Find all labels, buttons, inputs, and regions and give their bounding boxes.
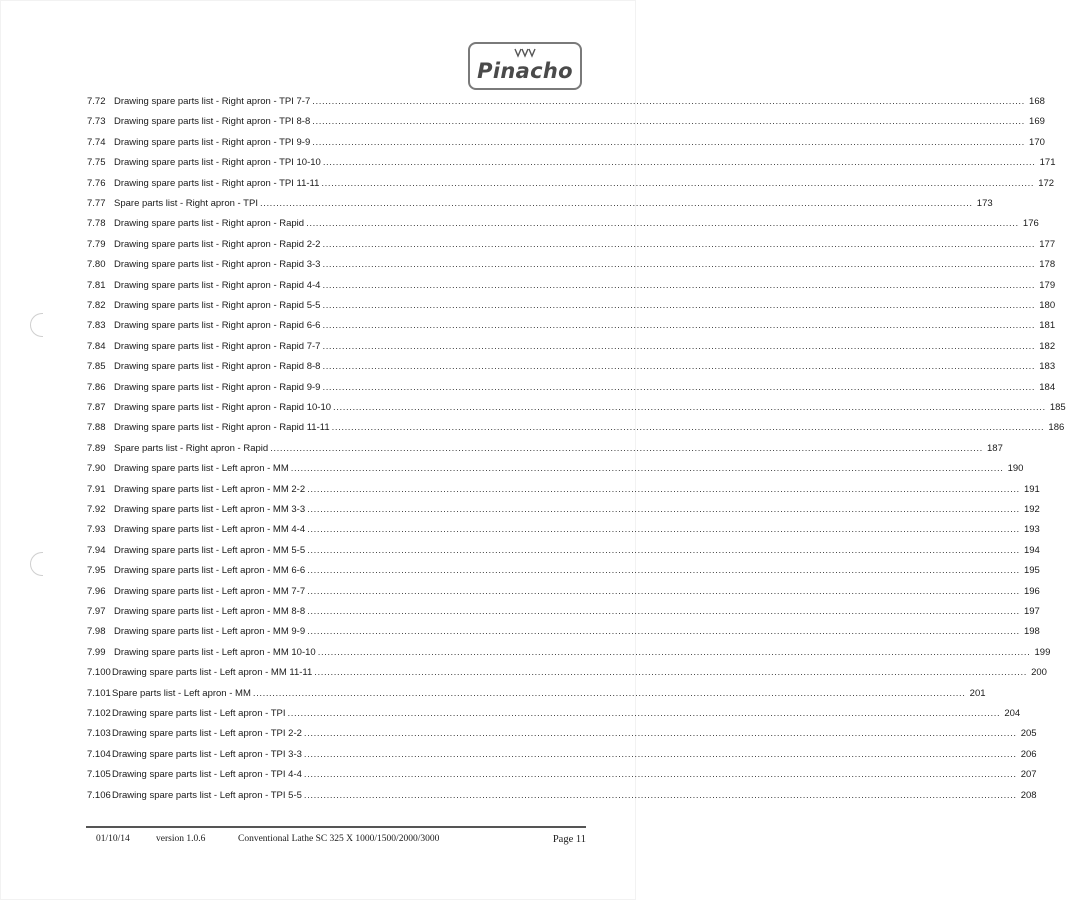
toc-dot-leader: ............................................................................................................................................................................................................................ <box>322 259 1036 271</box>
toc-entry-page: 198 <box>1023 626 1040 638</box>
toc-entry-page: 176 <box>1022 218 1039 230</box>
toc-entry-page: 205 <box>1020 728 1037 740</box>
toc-entry[interactable] <box>87 197 993 211</box>
toc-entry[interactable] <box>87 523 1040 537</box>
toc-entry-page: 197 <box>1023 606 1040 617</box>
toc-entry-number: 7.95 <box>87 565 106 577</box>
toc-entry[interactable] <box>87 789 1037 803</box>
toc-entry-page: 180 <box>1039 300 1056 311</box>
toc-entry-number: 7.91 <box>87 483 106 495</box>
toc-entry-title: Drawing spare parts list - Right apron - Rapid 7-7 <box>114 340 321 352</box>
toc-dot-leader: ............................................................................................................................................................................................................................ <box>317 646 1031 658</box>
footer-version: version 1.0.6 <box>156 834 206 844</box>
logo-wordmark: Pinacho <box>477 59 573 83</box>
toc-entry-title: Drawing spare parts list - Left apron - MM 5-5 <box>114 544 306 556</box>
toc-entry-number: 7.102 <box>87 708 111 719</box>
toc-entry[interactable] <box>87 299 1056 313</box>
toc-entry-title: Drawing spare parts list - Right apron - Rapid 11-11 <box>114 422 330 434</box>
toc-dot-leader: ............................................................................................................................................................................................................................ <box>259 198 973 209</box>
toc-dot-leader: ............................................................................................................................................................................................................................ <box>303 789 1017 801</box>
toc-entry-page: 185 <box>1049 402 1066 413</box>
toc-entry-page: 206 <box>1020 748 1037 760</box>
toc-entry-page: 190 <box>1007 463 1024 475</box>
toc-entry-number: 7.96 <box>87 585 106 597</box>
toc-entry[interactable] <box>87 279 1056 293</box>
toc-entry-title: Drawing spare parts list - Right apron - Rapid <box>114 218 305 230</box>
toc-entry-page: 170 <box>1029 136 1045 148</box>
toc-entry-number: 7.98 <box>87 626 106 638</box>
toc-dot-leader: ............................................................................................................................................................................................................................ <box>322 381 1036 393</box>
toc-entry-title: Spare parts list - Right apron - TPI <box>114 198 258 209</box>
toc-entry[interactable] <box>87 768 1037 782</box>
toc-entry[interactable] <box>87 646 1051 660</box>
toc-entry[interactable] <box>87 319 1056 333</box>
toc-entry-title: Drawing spare parts list - Right apron - TPI 7-7 <box>114 96 311 107</box>
toc-entry[interactable] <box>87 421 1065 435</box>
toc-entry-number: 7.77 <box>87 198 106 209</box>
toc-dot-leader: ............................................................................................................................................................................................................................ <box>307 524 1020 536</box>
toc-dot-leader: ............................................................................................................................................................................................................................ <box>303 748 1017 760</box>
toc-entry-number: 7.88 <box>87 422 106 434</box>
toc-entry-number: 7.106 <box>87 789 111 801</box>
toc-dot-leader: ............................................................................................................................................................................................................................ <box>303 769 1017 781</box>
toc-entry-number: 7.89 <box>87 442 106 454</box>
toc-entry-number: 7.100 <box>87 667 111 679</box>
toc-entry-page: 194 <box>1023 544 1040 556</box>
toc-entry-page: 179 <box>1039 279 1056 291</box>
toc-entry-title: Drawing spare parts list - Left apron - MM 3-3 <box>114 504 306 515</box>
toc-entry-title: Drawing spare parts list - Right apron - TPI 10-10 <box>114 157 321 169</box>
toc-entry-page: 207 <box>1020 769 1037 781</box>
toc-entry-number: 7.85 <box>87 361 106 373</box>
toc-entry-title: Drawing spare parts list - Left apron - MM 6-6 <box>114 565 306 577</box>
toc-entry-page: 171 <box>1039 157 1056 169</box>
toc-entry-title: Drawing spare parts list - Left apron - MM 4-4 <box>114 524 306 536</box>
toc-entry-title: Drawing spare parts list - Left apron - TPI 3-3 <box>112 748 302 760</box>
toc-entry[interactable] <box>87 707 1021 721</box>
pinacho-logo <box>468 42 582 90</box>
toc-dot-leader: ............................................................................................................................................................................................................................ <box>331 422 1045 434</box>
toc-entry-number: 7.78 <box>87 218 106 230</box>
toc-entry-title: Drawing spare parts list - Right apron - TPI 11-11 <box>114 177 320 189</box>
toc-entry-number: 7.103 <box>87 728 111 740</box>
toc-entry-number: 7.92 <box>87 504 106 515</box>
toc-entry[interactable] <box>87 585 1040 599</box>
toc-entry[interactable] <box>87 687 986 701</box>
toc-dot-leader: ............................................................................................................................................................................................................................ <box>322 340 1036 352</box>
toc-entry[interactable] <box>87 666 1047 680</box>
toc-entry[interactable] <box>87 544 1040 558</box>
toc-entry-page: 208 <box>1020 789 1037 801</box>
toc-dot-leader: ............................................................................................................................................................................................................................ <box>322 157 1036 169</box>
toc-entry[interactable] <box>87 136 1045 150</box>
toc-entry-number: 7.75 <box>87 157 106 169</box>
toc-dot-leader: ............................................................................................................................................................................................................................ <box>290 463 1004 475</box>
toc-entry[interactable] <box>87 360 1056 374</box>
toc-entry-page: 192 <box>1023 504 1040 515</box>
toc-entry-title: Drawing spare parts list - Right apron - Rapid 2-2 <box>114 238 321 250</box>
toc-dot-leader: ............................................................................................................................................................................................................................ <box>307 565 1020 577</box>
toc-entry-number: 7.101 <box>87 687 111 699</box>
toc-entry-page: 204 <box>1004 708 1021 719</box>
toc-entry[interactable] <box>87 156 1056 170</box>
toc-dot-leader: ............................................................................................................................................................................................................................ <box>270 442 983 454</box>
toc-entry[interactable] <box>87 503 1040 517</box>
toc-entry-title: Drawing spare parts list - Left apron - TPI 4-4 <box>112 769 302 781</box>
toc-entry[interactable] <box>87 217 1039 231</box>
toc-entry[interactable] <box>87 727 1037 741</box>
toc-entry-page: 200 <box>1031 667 1047 679</box>
toc-entry-title: Drawing spare parts list - Right apron - TPI 8-8 <box>114 116 311 128</box>
toc-entry-page: 168 <box>1029 96 1045 107</box>
toc-entry-page: 177 <box>1039 238 1056 250</box>
toc-entry[interactable] <box>87 95 1045 109</box>
toc-dot-leader: ............................................................................................................................................................................................................................ <box>307 483 1020 495</box>
toc-dot-leader: ............................................................................................................................................................................................................................ <box>307 626 1020 638</box>
toc-entry-page: 193 <box>1023 524 1040 536</box>
toc-entry[interactable] <box>87 258 1056 272</box>
toc-entry-number: 7.80 <box>87 259 106 271</box>
toc-entry-page: 169 <box>1029 116 1045 128</box>
toc-dot-leader: ............................................................................................................................................................................................................................ <box>306 218 1019 230</box>
toc-entry[interactable] <box>87 625 1040 639</box>
toc-entry-page: 191 <box>1023 483 1040 495</box>
toc-entry[interactable] <box>87 748 1037 762</box>
toc-entry[interactable] <box>87 605 1040 619</box>
toc-entry-number: 7.86 <box>87 381 106 393</box>
toc-entry[interactable] <box>87 340 1056 354</box>
toc-entry-title: Drawing spare parts list - Left apron - MM <box>114 463 289 475</box>
toc-dot-leader: ............................................................................................................................................................................................................................ <box>307 544 1020 556</box>
toc-entry-number: 7.73 <box>87 116 106 128</box>
toc-entry-number: 7.74 <box>87 136 106 148</box>
toc-entry[interactable] <box>87 381 1056 395</box>
toc-entry-title: Drawing spare parts list - Right apron - Rapid 10-10 <box>114 402 332 413</box>
toc-entry-title: Drawing spare parts list - Right apron - Rapid 3-3 <box>114 259 321 271</box>
toc-entry[interactable] <box>87 401 1066 415</box>
toc-dot-leader: ............................................................................................................................................................................................................................ <box>307 585 1020 597</box>
toc-entry-title: Drawing spare parts list - Left apron - MM 7-7 <box>114 585 306 597</box>
toc-entry-number: 7.84 <box>87 340 106 352</box>
toc-entry-page: 181 <box>1039 320 1056 332</box>
toc-dot-leader: ............................................................................................................................................................................................................................ <box>322 361 1036 373</box>
toc-entry-title: Drawing spare parts list - Left apron - MM 2-2 <box>114 483 306 495</box>
toc-entry-title: Drawing spare parts list - Left apron - MM 10-10 <box>114 646 316 658</box>
toc-dot-leader: ............................................................................................................................................................................................................................ <box>322 300 1036 311</box>
toc-entry[interactable] <box>87 483 1040 497</box>
toc-dot-leader: ............................................................................................................................................................................................................................ <box>312 96 1025 107</box>
toc-entry-page: 186 <box>1048 422 1065 434</box>
toc-entry-title: Drawing spare parts list - Left apron - TPI 2-2 <box>112 728 302 740</box>
toc-entry-title: Spare parts list - Left apron - MM <box>112 687 251 699</box>
toc-dot-leader: ............................................................................................................................................................................................................................ <box>322 320 1036 332</box>
footer-date: 01/10/14 <box>96 834 130 844</box>
pinacho-logo-mark-icon <box>514 48 538 58</box>
toc-entry-number: 7.83 <box>87 320 106 332</box>
toc-entry-page: 173 <box>976 198 993 209</box>
toc-entry-number: 7.94 <box>87 544 106 556</box>
toc-dot-leader: ............................................................................................................................................................................................................................ <box>312 136 1025 148</box>
page-footer <box>86 834 586 850</box>
toc-dot-leader: ............................................................................................................................................................................................................................ <box>252 687 966 699</box>
toc-entry-page: 195 <box>1023 565 1040 577</box>
toc-entry-page: 172 <box>1038 177 1055 189</box>
toc-entry-title: Drawing spare parts list - Left apron - MM 8-8 <box>114 606 306 617</box>
toc-entry-number: 7.82 <box>87 300 106 311</box>
toc-dot-leader: ............................................................................................................................................................................................................................ <box>303 728 1017 740</box>
toc-dot-leader: ............................................................................................................................................................................................................................ <box>312 116 1025 128</box>
footer-document-title: Conventional Lathe SC 325 X 1000/1500/2000/3000 <box>238 834 440 844</box>
toc-entry-title: Drawing spare parts list - Left apron - MM 9-9 <box>114 626 306 638</box>
toc-entry[interactable] <box>87 177 1055 191</box>
toc-dot-leader: ............................................................................................................................................................................................................................ <box>287 708 1001 719</box>
toc-entry-page: 183 <box>1039 361 1056 373</box>
toc-dot-leader: ............................................................................................................................................................................................................................ <box>322 238 1036 250</box>
toc-entry[interactable] <box>87 564 1040 578</box>
toc-entry-number: 7.76 <box>87 177 106 189</box>
toc-entry-number: 7.81 <box>87 279 106 291</box>
toc-entry-number: 7.105 <box>87 769 111 781</box>
toc-entry-title: Drawing spare parts list - Left apron - TPI <box>112 708 286 719</box>
toc-dot-leader: ............................................................................................................................................................................................................................ <box>321 177 1035 189</box>
toc-entry-title: Drawing spare parts list - Right apron - TPI 9-9 <box>114 136 311 148</box>
toc-entry-page: 201 <box>969 687 986 699</box>
toc-entry[interactable] <box>87 442 1003 456</box>
toc-entry-number: 7.90 <box>87 463 106 475</box>
toc-entry-number: 7.93 <box>87 524 106 536</box>
toc-entry-title: Drawing spare parts list - Left apron - TPI 5-5 <box>112 789 302 801</box>
footer-rule <box>86 826 586 828</box>
toc-entry-number: 7.87 <box>87 402 106 413</box>
binder-hole-mark <box>30 552 43 576</box>
footer-page-number: Page 11 <box>552 834 586 845</box>
toc-dot-leader: ............................................................................................................................................................................................................................ <box>333 402 1046 413</box>
toc-dot-leader: ............................................................................................................................................................................................................................ <box>314 667 1027 679</box>
toc-entry-page: 178 <box>1039 259 1056 271</box>
toc-entry-page: 199 <box>1034 646 1051 658</box>
toc-entry-title: Drawing spare parts list - Left apron - MM 11-11 <box>112 667 313 679</box>
toc-entry-title: Spare parts list - Right apron - Rapid <box>114 442 269 454</box>
toc-entry[interactable] <box>87 115 1045 129</box>
toc-entry-number: 7.97 <box>87 606 106 617</box>
toc-dot-leader: ............................................................................................................................................................................................................................ <box>322 279 1036 291</box>
toc-entry-page: 196 <box>1023 585 1040 597</box>
toc-entry-page: 184 <box>1039 381 1056 393</box>
toc-entry[interactable] <box>87 462 1024 476</box>
toc-entry-title: Drawing spare parts list - Right apron - Rapid 9-9 <box>114 381 321 393</box>
toc-entry-title: Drawing spare parts list - Right apron - Rapid 6-6 <box>114 320 321 332</box>
toc-entry-page: 182 <box>1039 340 1056 352</box>
toc-dot-leader: ............................................................................................................................................................................................................................ <box>307 504 1020 515</box>
binder-hole-mark <box>30 313 43 337</box>
toc-entry-title: Drawing spare parts list - Right apron - Rapid 4-4 <box>114 279 321 291</box>
toc-entry[interactable] <box>87 238 1056 252</box>
toc-entry-page: 187 <box>987 442 1003 454</box>
toc-entry-number: 7.104 <box>87 748 111 760</box>
toc-dot-leader: ............................................................................................................................................................................................................................ <box>307 606 1020 617</box>
toc-entry-title: Drawing spare parts list - Right apron - Rapid 5-5 <box>114 300 321 311</box>
toc-entry-title: Drawing spare parts list - Right apron - Rapid 8-8 <box>114 361 321 373</box>
toc-entry-number: 7.99 <box>87 646 106 658</box>
toc-entry-number: 7.72 <box>87 96 106 107</box>
toc-entry-number: 7.79 <box>87 238 106 250</box>
